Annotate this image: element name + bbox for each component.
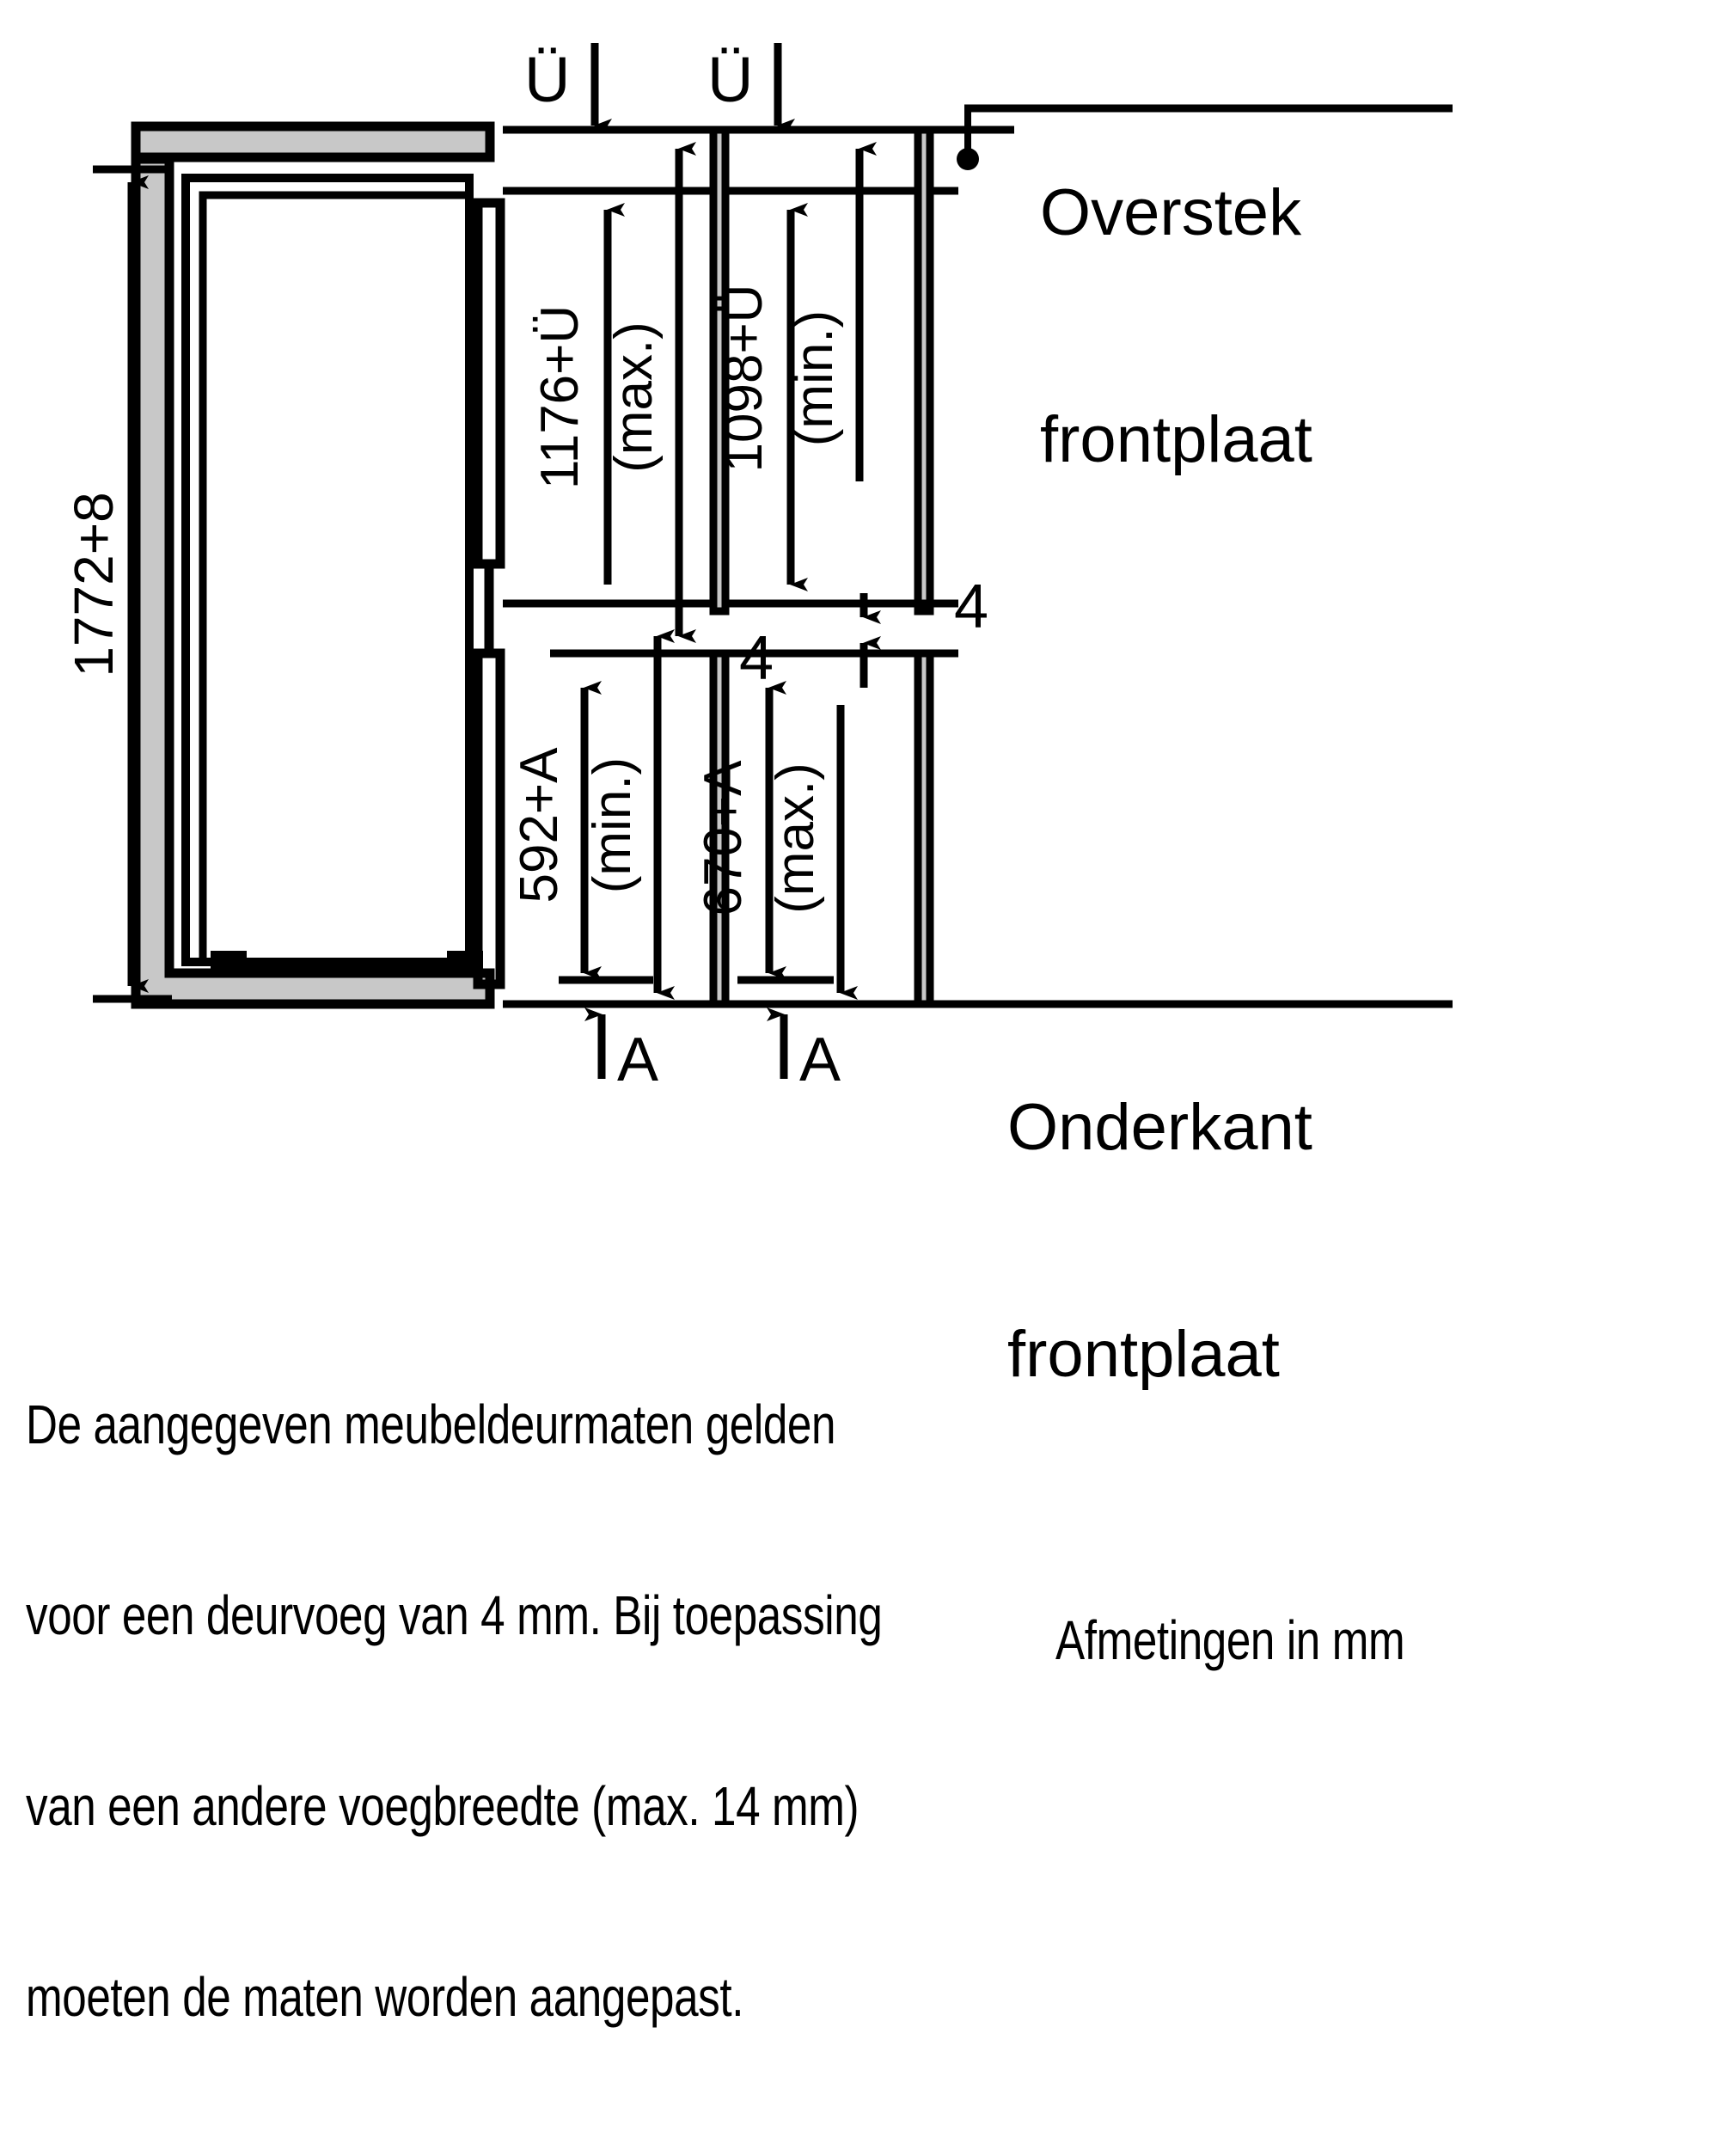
dim-592-qual: (min.) — [583, 756, 642, 894]
dim-670-label: 670+A — [694, 760, 753, 916]
dim-1176-qual: (max.) — [604, 322, 664, 473]
offset-A-left-label: A — [617, 1026, 659, 1094]
dim-1098-label: 1098+Ü — [714, 284, 774, 473]
door-edge-right-lower — [918, 653, 930, 1004]
notes-line-2: voor een deurvoeg van 4 mm. Bij toepassing — [26, 1584, 883, 1646]
cabinet-drawing — [136, 126, 500, 1004]
dim-592-label: 592+A — [510, 747, 569, 903]
notes-line-1: De aangegeven meubeldeurmaten gelden — [26, 1393, 836, 1455]
gap-dimension-right — [799, 573, 988, 641]
dim-1098-min — [714, 149, 860, 585]
appliance-door — [478, 203, 500, 984]
bottom-offset-left — [602, 1014, 658, 1094]
callout-onderkant-line2: frontplaat — [1007, 1318, 1280, 1391]
gap-dimension-middle — [739, 593, 864, 693]
dim-592-min — [510, 636, 658, 993]
callout-overstek-line2: frontplaat — [1040, 403, 1312, 476]
overhang-marker-left — [524, 43, 595, 126]
units-footer: Afmetingen in mm — [1055, 1609, 1405, 1671]
notes-line-3: van een andere voegbreedte (max. 14 mm) — [26, 1775, 860, 1837]
cabinet-top-plate — [136, 126, 490, 157]
dim-1176-label: 1176+Ü — [530, 304, 590, 490]
callout-overstek-text — [1040, 24, 1312, 629]
offset-A-right-label: A — [799, 1026, 841, 1094]
overhang-symbol-left-label: Ü — [524, 44, 571, 115]
dim-1098-qual: (min.) — [785, 309, 844, 447]
dim-1176-max — [530, 149, 679, 636]
overhang-symbol-right-label: Ü — [707, 44, 754, 115]
callout-overstek-line1: Overstek — [1040, 176, 1302, 249]
overall-height-label: 1772+8 — [63, 492, 125, 677]
notes-line-4: moeten de maten worden aangepast. — [26, 1966, 744, 2028]
callout-onderkant-line1: Onderkant — [1007, 1091, 1312, 1164]
appliance-feet — [211, 951, 483, 971]
gap-4-middle-label: 4 — [739, 624, 774, 693]
reference-lines — [503, 130, 1019, 1004]
callout-onderkant-text — [1007, 939, 1312, 1544]
door-edge-right-upper — [918, 130, 930, 611]
notes-paragraph — [26, 1265, 882, 2156]
appliance-body — [186, 178, 469, 962]
gap-4-right-label: 4 — [954, 573, 989, 641]
bottom-offset-right — [784, 1014, 841, 1094]
dim-670-qual: (max.) — [766, 763, 825, 914]
overhang-marker-right — [707, 43, 778, 126]
